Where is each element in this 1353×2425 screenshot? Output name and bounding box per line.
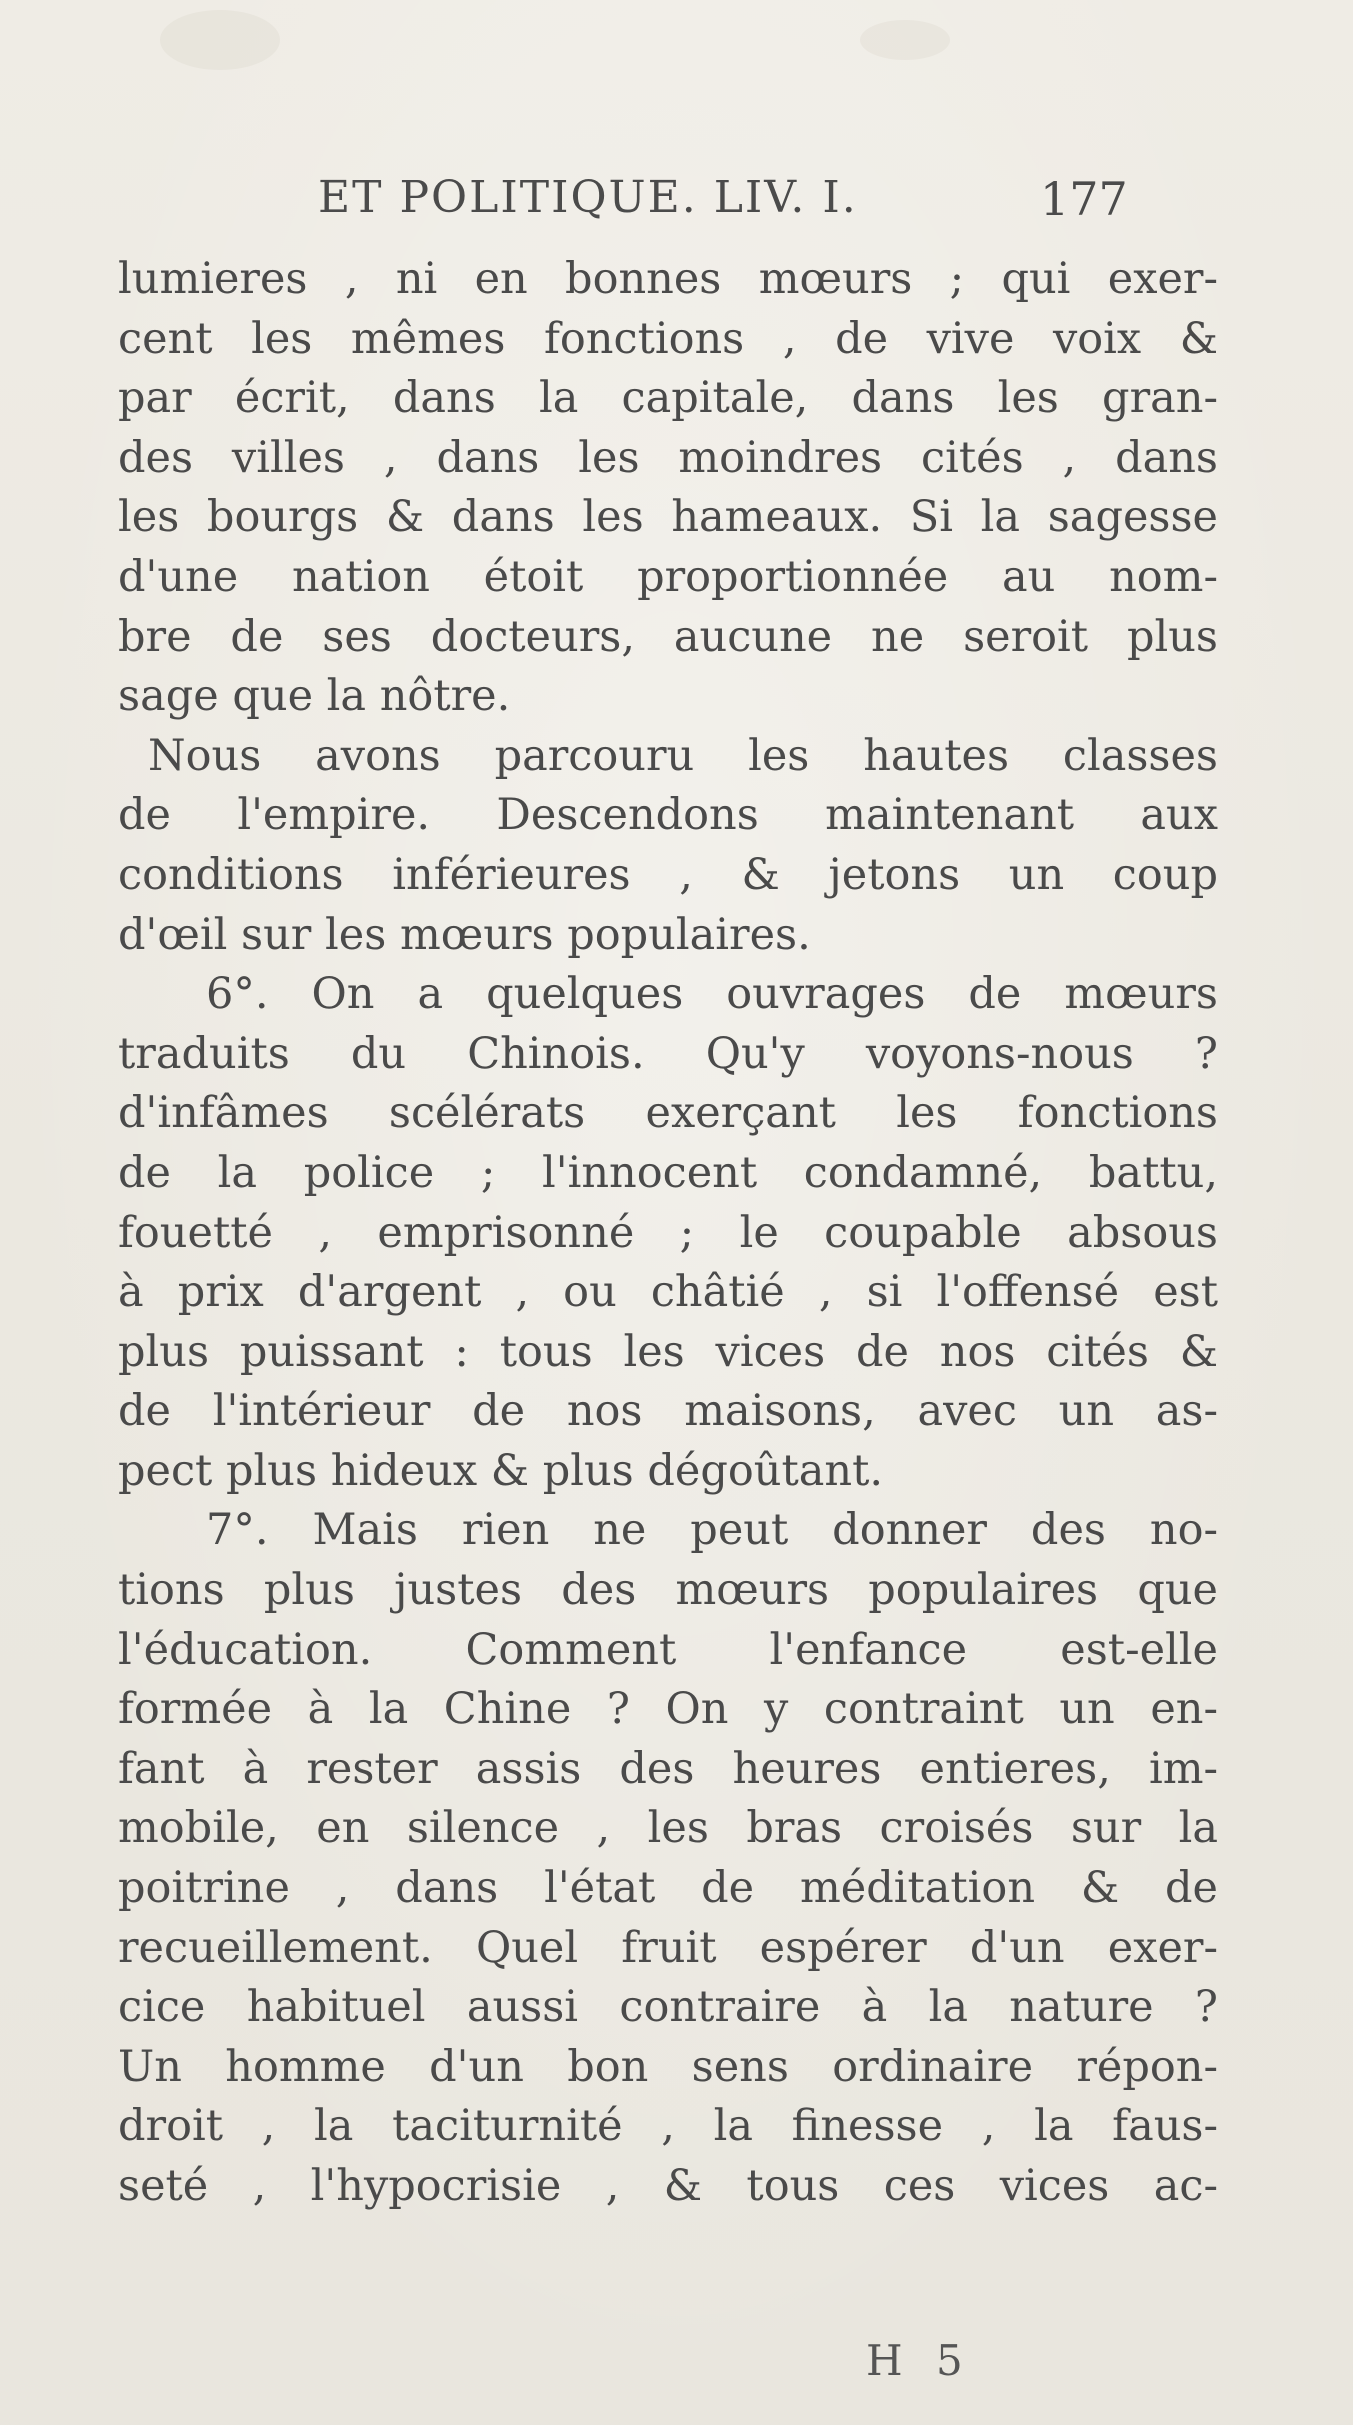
text-line: de l'empire. Descendons maintenant aux (118, 790, 1218, 841)
text-line: à prix d'argent , ou châtié , si l'offensé est (118, 1267, 1218, 1318)
paper-stain (160, 10, 280, 70)
text-line: l'éducation. Comment l'enfance est-elle (118, 1624, 1218, 1675)
text-line: d'une nation étoit proportionnée au nom- (118, 551, 1218, 602)
text-line: des villes , dans les moindres cités , dans (118, 432, 1218, 483)
text-line: Un homme d'un bon sens ordinaire répon- (118, 2041, 1218, 2092)
text-line: fouetté , emprisonné ; le coupable absous (118, 1207, 1218, 1258)
paper-stain (860, 20, 950, 60)
text-line: recueillement. Quel fruit espérer d'un exer- (118, 1922, 1218, 1973)
text-line: pect plus hideux & plus dégoûtant. (118, 1445, 884, 1496)
text-line: conditions inférieures , & jetons un coup (118, 849, 1218, 900)
text-line: droit , la taciturnité , la finesse , la faus- (118, 2101, 1218, 2152)
text-line: fant à rester assis des heures entieres, im- (118, 1743, 1218, 1794)
text-line: bre de ses docteurs, aucune ne seroit plus (118, 611, 1218, 662)
running-head: ET POLITIQUE. LIV. I. (318, 172, 858, 223)
text-line: seté , l'hypocrisie , & tous ces vices ac- (118, 2161, 1218, 2211)
text-line: de l'intérieur de nos maisons, avec un as- (118, 1386, 1218, 1437)
text-line: de la police ; l'innocent condamné, battu, (118, 1147, 1218, 1198)
body-text (118, 250, 1218, 2217)
text-line: par écrit, dans la capitale, dans les gran- (118, 373, 1218, 424)
page-header (0, 172, 1353, 242)
text-line: traduits du Chinois. Qu'y voyons-nous ? (118, 1028, 1218, 1079)
text-line: mobile, en silence , les bras croisés sur la (118, 1803, 1218, 1854)
text-line: formée à la Chine ? On y contraint un en- (118, 1684, 1218, 1735)
text-line: 6°. On a quelques ouvrages de mœurs (206, 969, 1218, 1020)
text-line: poitrine , dans l'état de méditation & de (118, 1863, 1218, 1914)
text-line: cice habituel aussi contraire à la nature ? (118, 1982, 1218, 2033)
signature-mark: H 5 (866, 2336, 973, 2385)
text-line: les bourgs & dans les hameaux. Si la sagesse (118, 492, 1218, 543)
text-line: d'œil sur les mœurs populaires. (118, 909, 811, 960)
text-line: cent les mêmes fonctions , de vive voix & (118, 313, 1218, 364)
text-line: sage que la nôtre. (118, 671, 511, 722)
text-line: plus puissant : tous les vices de nos cités & (118, 1326, 1218, 1377)
text-line: 7°. Mais rien ne peut donner des no- (206, 1505, 1218, 1556)
text-line: Nous avons parcouru les hautes classes (148, 730, 1218, 781)
page-number: 177 (1040, 172, 1128, 226)
text-line: d'infâmes scélérats exerçant les fonctions (118, 1088, 1218, 1139)
text-line: tions plus justes des mœurs populaires que (118, 1565, 1218, 1616)
text-line: lumieres , ni en bonnes mœurs ; qui exer- (118, 254, 1218, 304)
